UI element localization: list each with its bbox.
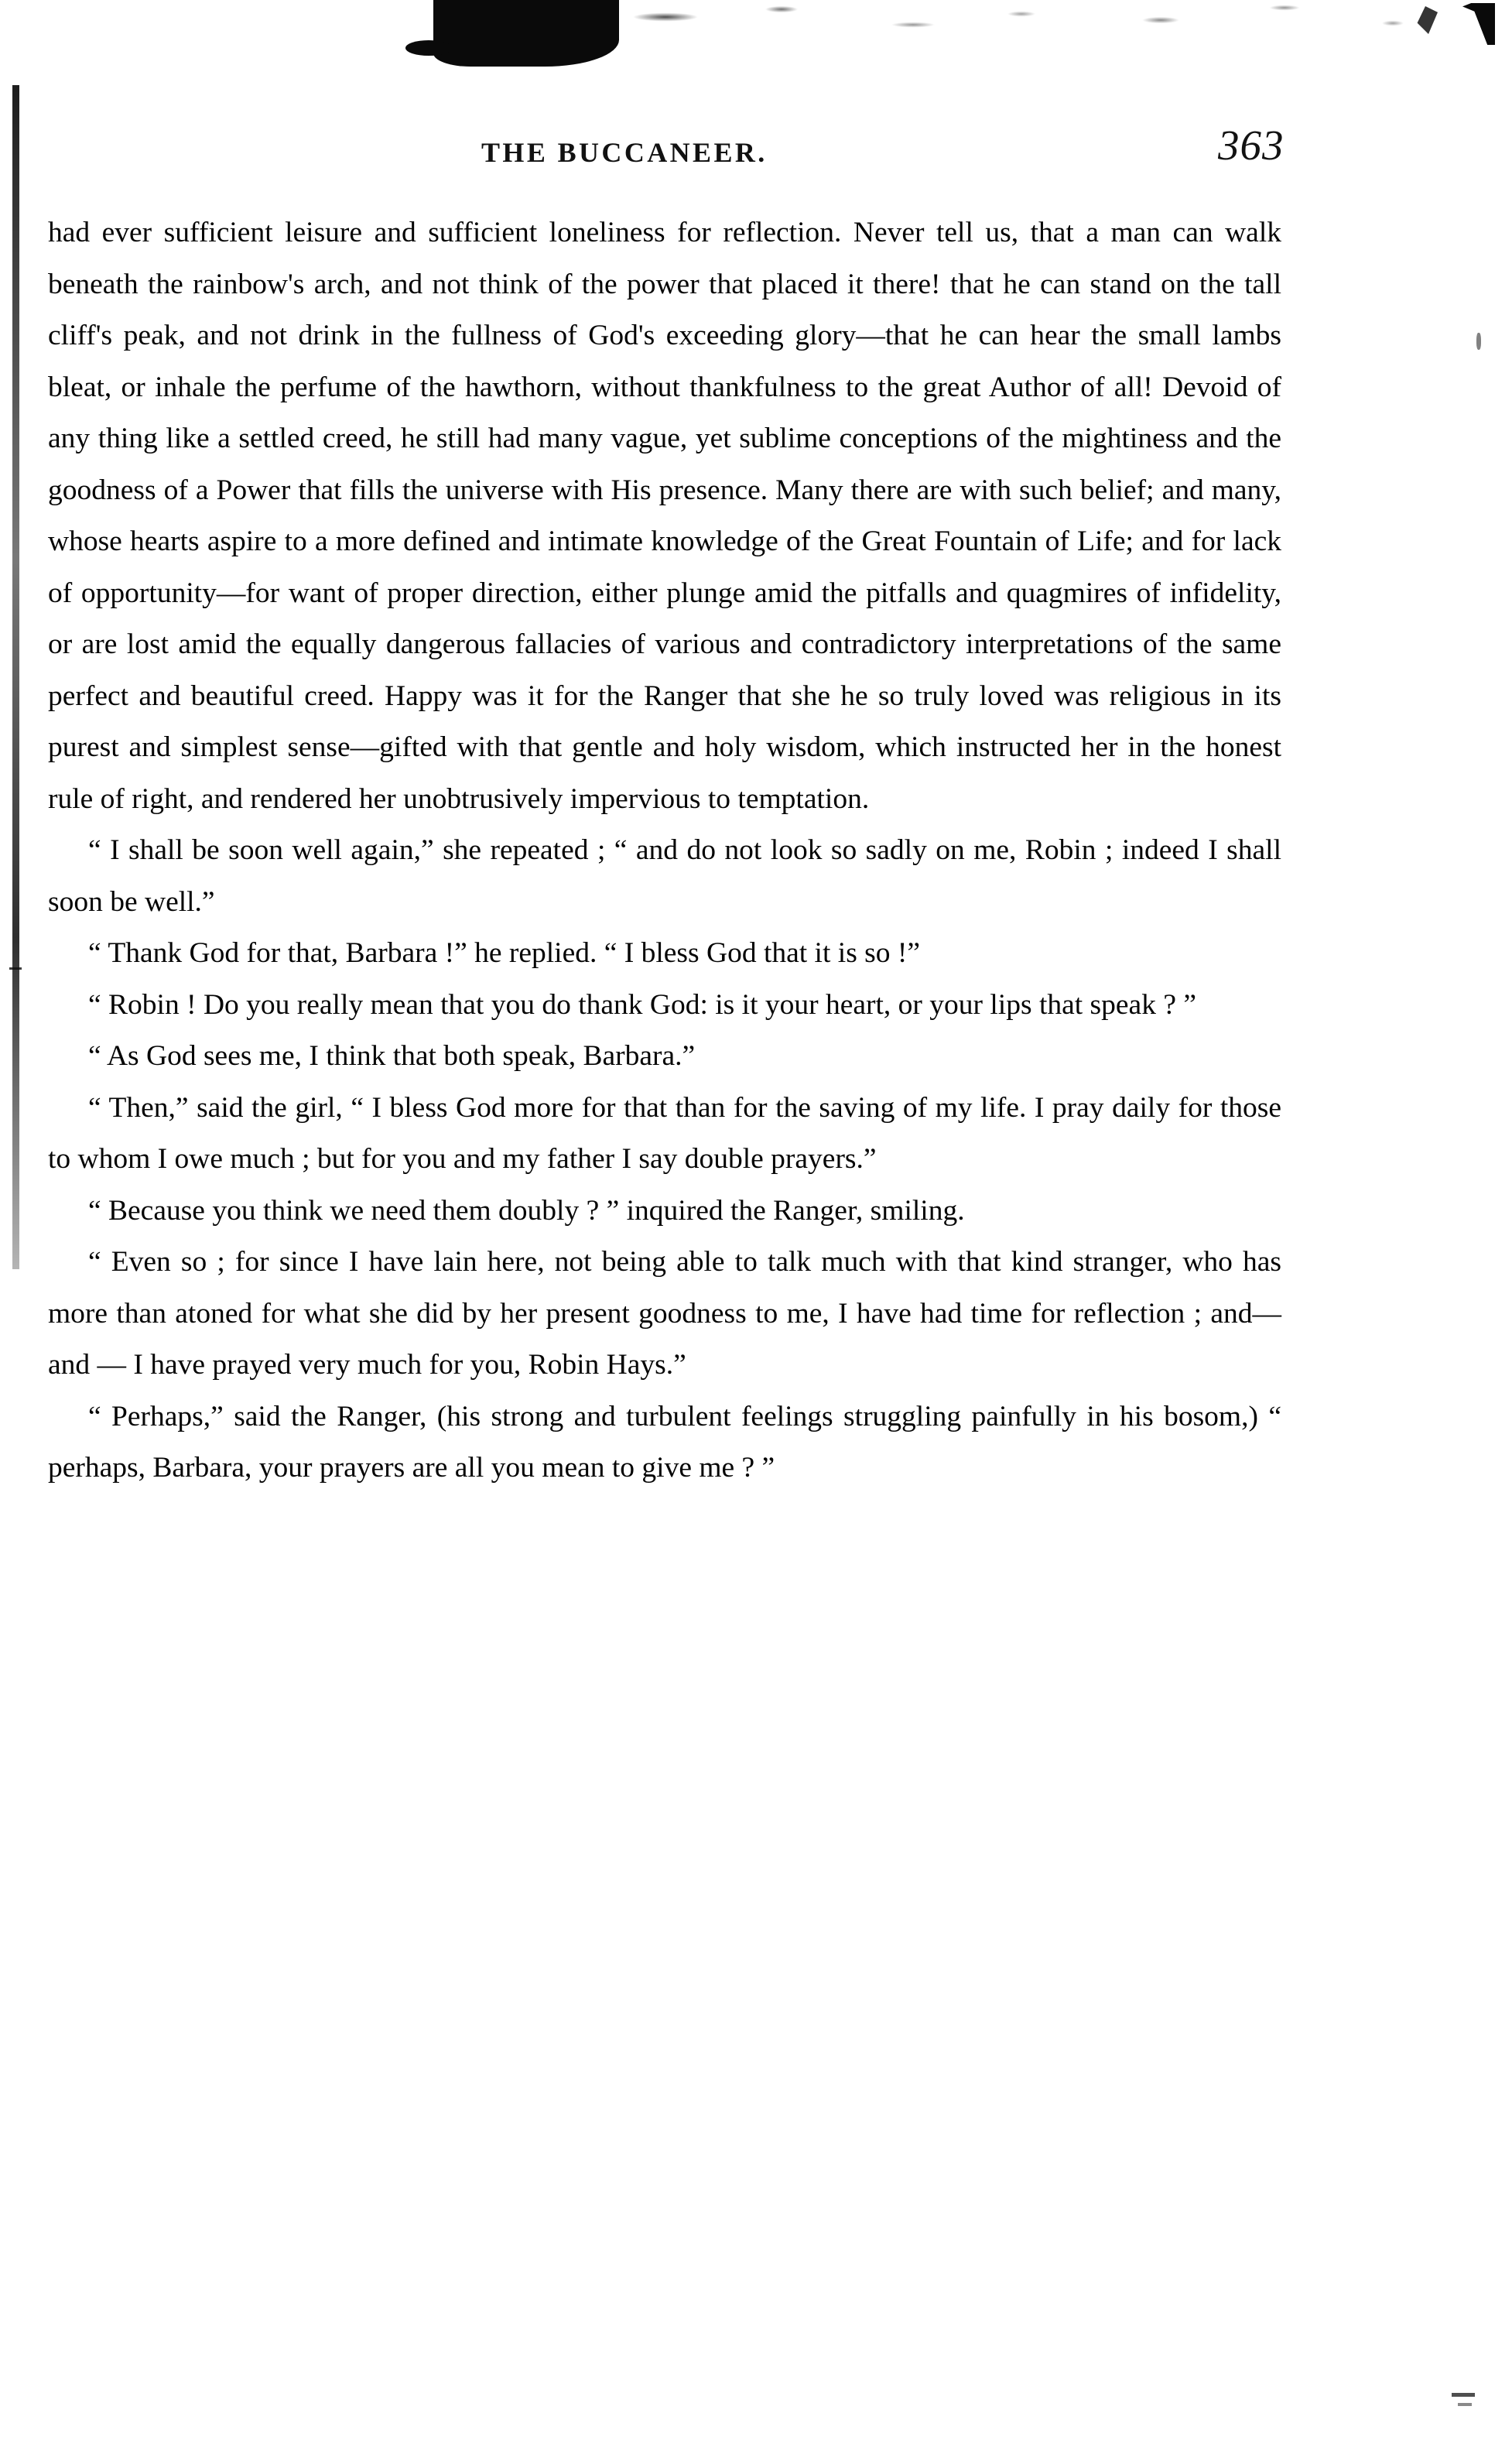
scan-artifact-top-smudge [619,0,1486,46]
running-head: THE BUCCANEER. [481,137,768,168]
paragraph: “ Because you think we need them doubly ? ” inquired the Ranger, smiling. [88,1194,965,1227]
paragraph: “ Then,” said the girl, “ I bless God more for that than for the saving of my life. I pray daily for those to whom I owe much ; but for you and my father I say double prayers.” [48,1091,1281,1175]
scan-artifact-right-fleck [1476,333,1481,350]
scan-artifact-left-margin-line [12,85,19,1269]
paragraph: “ As God sees me, I think that both speak, Barbara.” [88,1040,696,1072]
paragraph: “ Thank God for that, Barbara !” he replied. “ I bless God that it is so !” [88,937,921,969]
scan-artifact-top-black-blob [433,0,619,67]
scan-artifact-left-nick [9,967,22,970]
page-body-text [48,207,1281,1494]
paragraph: “ Perhaps,” said the Ranger, (his strong and turbulent feelings struggling painfully in his bosom,) “ perhaps, Barbara, your prayers are all you mean to give me ? ” [48,1400,1281,1484]
paragraph: “ I shall be soon well again,” she repeated ; “ and do not look so sadly on me, Robin ; indeed I shall soon be well.” [48,834,1281,918]
paragraph: “ Robin ! Do you really mean that you do thank God: is it your heart, or your lips that speak ? ” [88,988,1196,1021]
paragraph: “ Even so ; for since I have lain here, not being able to talk much with that kind stranger, who has more than atoned for what she did by her present goodness to me, I have had time for reflection ; and—and — I have prayed very much for you, Robin Hays.” [48,1246,1281,1381]
page-header [48,122,1286,186]
scan-artifact-bottom-fleck [1452,2393,1475,2397]
scan-artifact-bottom-fleck-secondary [1458,2403,1472,2406]
paragraph: had ever sufficient leisure and sufficient loneliness for reflection. Never tell us, that a man can walk beneath the rainbow's arch, and not think of the power that placed it there! that he can stand on the tall cliff's peak, and not drink in the fullness of God's exceeding glory—that he can hear the small lambs bleat, or inhale the perfume of the hawthorn, without thankfulness to the great Author of all! Devoid of any thing like a settled creed, he still had many vague, yet sublime conceptions of the mightiness and the goodness of a Power that fills the universe with His presence. Many there are with such belief; and many, whose hearts aspire to a more defined and intimate knowledge of the Great Fountain of Life; and for lack of opportunity—for want of proper direction, either plunge amid the pitfalls and quagmires of infidelity, or are lost amid the equally dangerous fallacies of various and contradictory interpretations of the same perfect and beautiful creed. Happy was it for the Ranger that she he so truly loved was religious in its purest and simplest sense—gifted with that gentle and holy wisdom, which instructed her in the honest rule of right, and rendered her unobtrusively impervious to temptation. [48,217,1281,815]
page-number: 363 [1218,122,1285,169]
